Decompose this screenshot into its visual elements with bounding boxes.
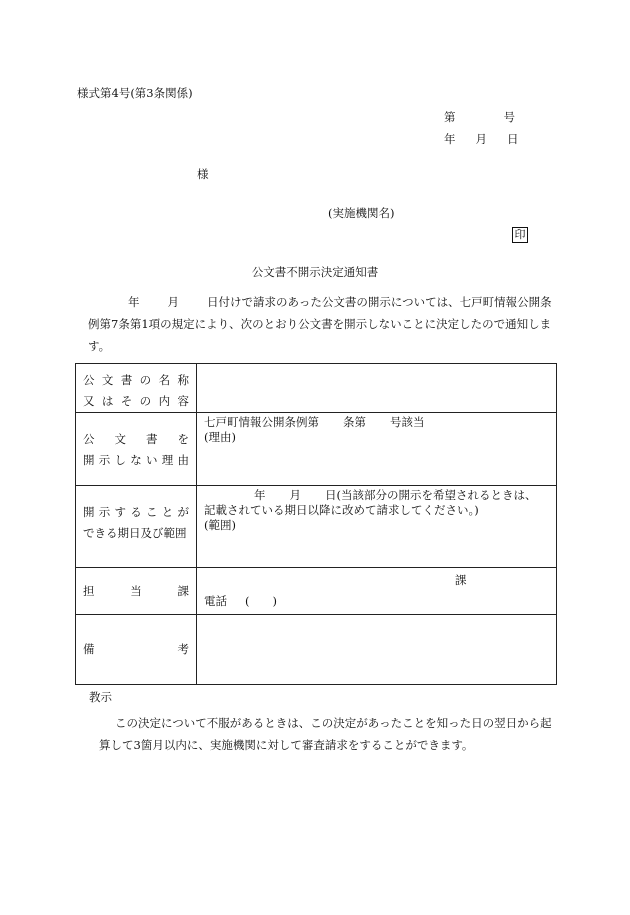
value-reason bbox=[197, 413, 557, 486]
label-line: できる期日及び範囲 bbox=[83, 526, 187, 540]
info-table bbox=[75, 363, 557, 685]
label-department bbox=[76, 568, 197, 615]
date-day: 日 bbox=[507, 132, 519, 146]
addressee-suffix: 様 bbox=[197, 167, 209, 181]
label-reason bbox=[76, 413, 197, 486]
body-text: 日付けで請求のあった公文書の開示については、七戸町情報公開条例第7条第1項の規定により、次のとおり公文書を開示しないことに決定したので通知します。 bbox=[88, 295, 552, 353]
label-line: 担 当 課 bbox=[83, 584, 189, 598]
label-line: 備 考 bbox=[83, 642, 189, 656]
date-month: 月 bbox=[475, 132, 487, 146]
label-document-name bbox=[76, 364, 197, 413]
department-ka: 課 bbox=[455, 573, 467, 587]
document-title: 公文書不開示決定通知書 bbox=[251, 265, 379, 279]
date-year: 年 bbox=[444, 132, 456, 146]
table-row bbox=[76, 615, 557, 685]
reason-article-line: 七戸町情報公開条例第 条第 号該当 bbox=[204, 415, 425, 429]
number-prefix: 第 bbox=[444, 110, 456, 124]
value-disclosable-date bbox=[197, 486, 557, 568]
number-suffix: 号 bbox=[503, 110, 515, 124]
scope-label: (範囲) bbox=[204, 518, 236, 532]
form-number: 様式第4号(第3条関係) bbox=[77, 86, 193, 100]
label-line: 公 文 書 の 名 称 bbox=[83, 373, 189, 387]
agency-name: (実施機関名) bbox=[328, 206, 395, 220]
seal-mark: 印 bbox=[512, 227, 528, 243]
phone-number: ( ) bbox=[245, 594, 277, 608]
disclosable-date-line: 年 月 日(当該部分の開示を希望されるときは、 bbox=[254, 488, 537, 502]
label-line: 開 示 し な い 理 由 bbox=[83, 453, 189, 467]
table-row bbox=[76, 364, 557, 413]
label-line: 公 文 書 を bbox=[83, 432, 189, 446]
body-paragraph bbox=[88, 291, 558, 357]
value-department bbox=[197, 568, 557, 615]
reason-label: (理由) bbox=[204, 430, 236, 444]
document-number-line bbox=[444, 109, 515, 125]
instruction-heading: 教示 bbox=[89, 690, 112, 704]
label-line: 開 示 す る こ と が bbox=[83, 505, 189, 519]
label-remarks bbox=[76, 615, 197, 685]
table-row bbox=[76, 413, 557, 486]
value-document-name bbox=[197, 364, 557, 413]
body-year: 年 bbox=[128, 295, 140, 309]
instruction-text: この決定について不服があるときは、この決定があったことを知った日の翌日から起算して3箇月以内に、実施機関に対して審査請求をすることができます。 bbox=[99, 716, 552, 752]
date-line bbox=[444, 131, 519, 147]
disclosable-note: 記載されている期日以降に改めて請求してください。) bbox=[204, 503, 479, 517]
table-row bbox=[76, 568, 557, 615]
table-row bbox=[76, 486, 557, 568]
label-disclosable-date bbox=[76, 486, 197, 568]
phone-label: 電話 bbox=[204, 594, 227, 608]
body-month: 月 bbox=[167, 295, 179, 309]
label-line: 又 は そ の 内 容 bbox=[83, 394, 189, 408]
value-remarks bbox=[197, 615, 557, 685]
